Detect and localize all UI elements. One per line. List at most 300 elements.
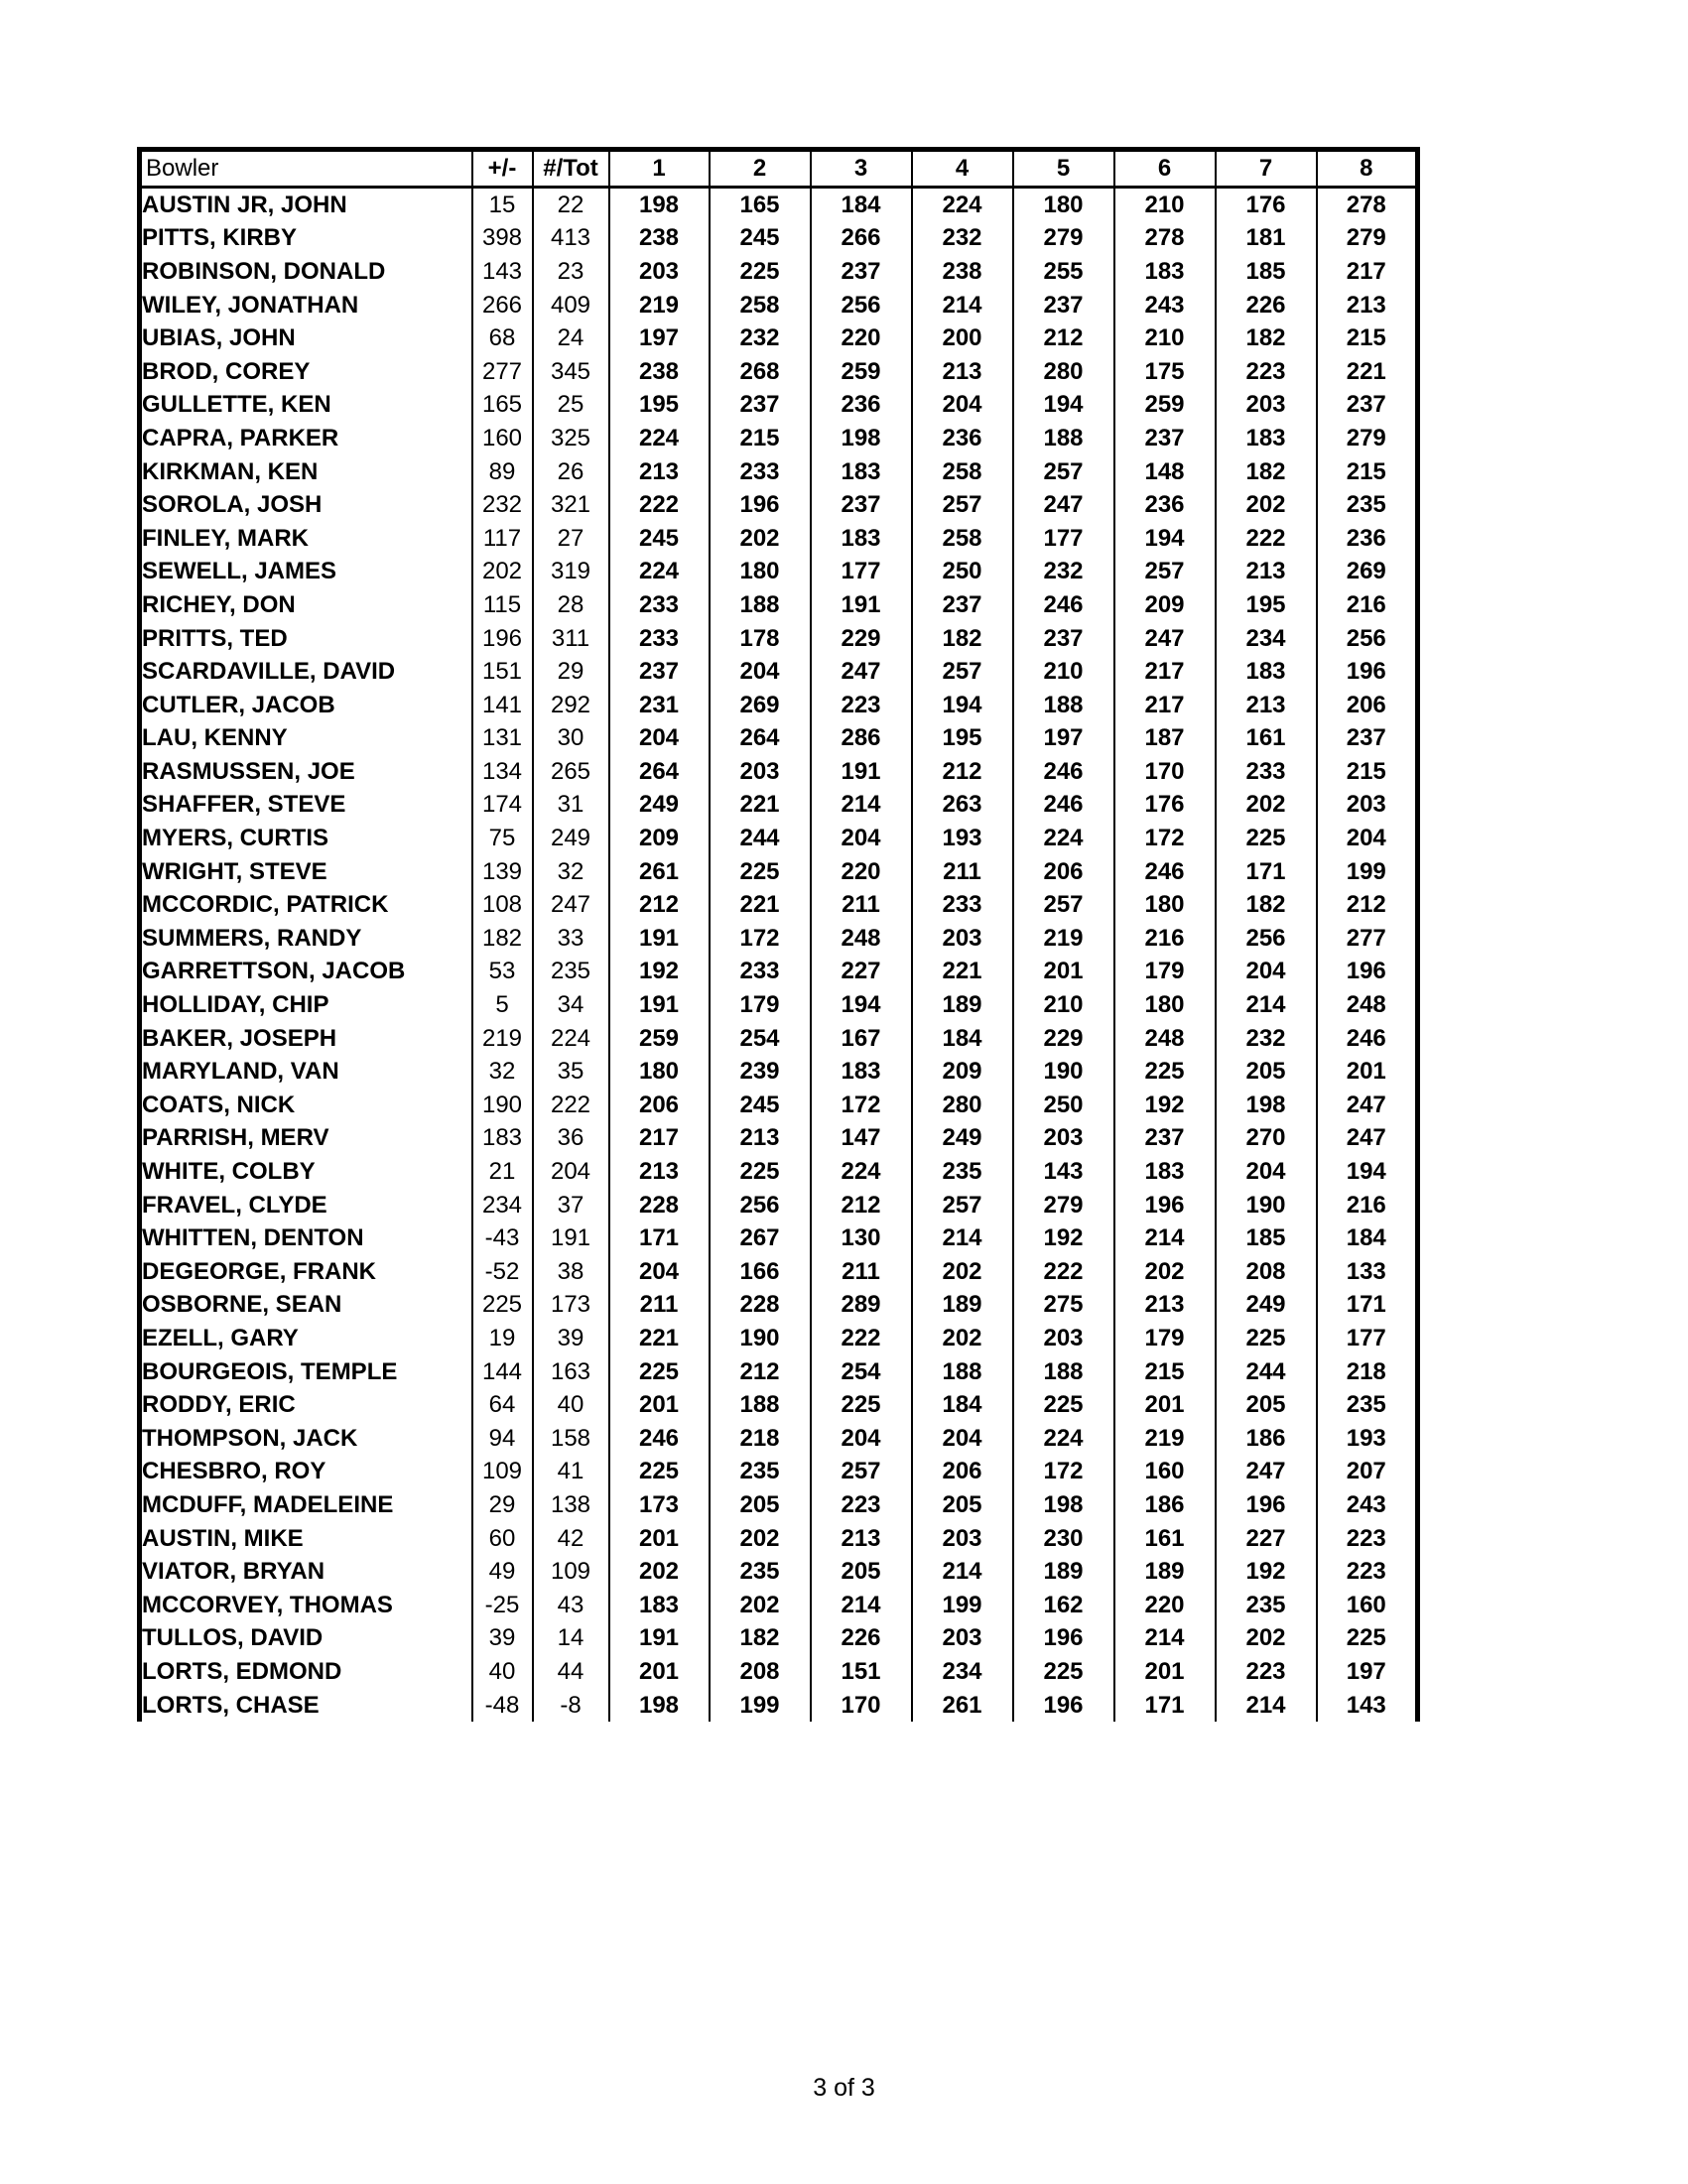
table-row <box>140 1355 1418 1389</box>
game-score-cell: 195 <box>912 722 1013 756</box>
table-row <box>140 1155 1418 1189</box>
plus-minus-cell: -48 <box>472 1689 533 1723</box>
game-score-cell: 220 <box>811 321 912 355</box>
game-score-cell: 182 <box>710 1622 811 1656</box>
number-total-cell: 222 <box>533 1089 609 1122</box>
game-score-cell: 231 <box>609 689 710 722</box>
plus-minus-cell: 40 <box>472 1655 533 1689</box>
game-score-cell: 279 <box>1317 222 1418 256</box>
game-score-cell: 224 <box>811 1155 912 1189</box>
bowler-score-table <box>137 147 1420 1722</box>
game-score-cell: 184 <box>912 1022 1013 1056</box>
game-score-cell: 191 <box>609 1622 710 1656</box>
bowler-name-cell: MCCORDIC, PATRICK <box>142 891 389 919</box>
game-score-cell: 179 <box>1114 956 1216 989</box>
game-score-cell: 270 <box>1216 1122 1317 1156</box>
bowler-name-cell: KIRKMAN, KEN <box>142 457 319 485</box>
game-score-cell: 196 <box>710 488 811 522</box>
game-score-cell: 279 <box>1013 1189 1114 1222</box>
plus-minus-cell: 29 <box>472 1488 533 1522</box>
game-score-cell: 171 <box>1216 855 1317 889</box>
plus-minus-cell: 75 <box>472 822 533 855</box>
plus-minus-cell: 165 <box>472 389 533 423</box>
game-score-cell: 224 <box>1013 822 1114 855</box>
game-score-cell: 177 <box>1317 1322 1418 1355</box>
game-score-cell: 216 <box>1317 588 1418 622</box>
game-score-cell: 214 <box>811 1589 912 1622</box>
game-score-cell: 233 <box>710 956 811 989</box>
table-row <box>140 389 1418 423</box>
game-score-cell: 194 <box>811 988 912 1022</box>
number-total-cell: 319 <box>533 556 609 589</box>
game-score-cell: 222 <box>1216 522 1317 556</box>
bowler-name-cell: BAKER, JOSEPH <box>142 1024 337 1052</box>
table-row <box>140 488 1418 522</box>
game-score-cell: 180 <box>609 1055 710 1089</box>
game-score-cell: 201 <box>1114 1388 1216 1422</box>
table-row <box>140 1022 1418 1056</box>
number-total-cell: 24 <box>533 321 609 355</box>
game-score-cell: 198 <box>609 1689 710 1723</box>
game-score-cell: 215 <box>710 422 811 455</box>
game-score-cell: 196 <box>1114 1189 1216 1222</box>
header-game-5: 5 <box>1013 150 1114 188</box>
game-score-cell: 238 <box>609 222 710 256</box>
game-score-cell: 225 <box>1216 822 1317 855</box>
game-score-cell: 217 <box>609 1122 710 1156</box>
game-score-cell: 206 <box>1317 689 1418 722</box>
header-game-8: 8 <box>1317 150 1418 188</box>
game-score-cell: 188 <box>710 588 811 622</box>
game-score-cell: 214 <box>811 789 912 823</box>
bowler-name-cell: PRITTS, TED <box>142 624 288 652</box>
plus-minus-cell: 232 <box>472 488 533 522</box>
game-score-cell: 235 <box>1317 488 1418 522</box>
game-score-cell: 226 <box>811 1622 912 1656</box>
game-score-cell: 177 <box>1013 522 1114 556</box>
header-game-7: 7 <box>1216 150 1317 188</box>
game-score-cell: 245 <box>710 1089 811 1122</box>
game-score-cell: 201 <box>609 1388 710 1422</box>
game-score-cell: 184 <box>811 188 912 222</box>
game-score-cell: 176 <box>1114 789 1216 823</box>
number-total-cell: 26 <box>533 455 609 489</box>
number-total-cell: 36 <box>533 1122 609 1156</box>
plus-minus-cell: 53 <box>472 956 533 989</box>
game-score-cell: 196 <box>1317 956 1418 989</box>
game-score-cell: 211 <box>811 1255 912 1289</box>
plus-minus-cell: 109 <box>472 1456 533 1489</box>
game-score-cell: 255 <box>1013 255 1114 289</box>
game-score-cell: 225 <box>811 1388 912 1422</box>
game-score-cell: 212 <box>1013 321 1114 355</box>
bowler-name-cell: RASMUSSEN, JOE <box>142 757 355 785</box>
game-score-cell: 203 <box>609 255 710 289</box>
game-score-cell: 188 <box>1013 689 1114 722</box>
bowler-name-cell: HOLLIDAY, CHIP <box>142 991 329 1019</box>
game-score-cell: 209 <box>609 822 710 855</box>
game-score-cell: 236 <box>1114 488 1216 522</box>
game-score-cell: 143 <box>1317 1689 1418 1723</box>
table-row <box>140 1322 1418 1355</box>
game-score-cell: 196 <box>1013 1689 1114 1723</box>
game-score-cell: 216 <box>1317 1189 1418 1222</box>
game-score-cell: 257 <box>1013 455 1114 489</box>
game-score-cell: 206 <box>1013 855 1114 889</box>
game-score-cell: 198 <box>1013 1488 1114 1522</box>
game-score-cell: 210 <box>1013 655 1114 689</box>
game-score-cell: 235 <box>1216 1589 1317 1622</box>
bowler-name-cell: LORTS, EDMOND <box>142 1657 342 1685</box>
plus-minus-cell: 182 <box>472 922 533 956</box>
game-score-cell: 250 <box>1013 1089 1114 1122</box>
number-total-cell: -8 <box>533 1689 609 1723</box>
game-score-cell: 244 <box>710 822 811 855</box>
game-score-cell: 201 <box>1013 956 1114 989</box>
game-score-cell: 256 <box>1216 922 1317 956</box>
plus-minus-cell: 174 <box>472 789 533 823</box>
game-score-cell: 162 <box>1013 1589 1114 1622</box>
bowler-name-cell: CHESBRO, ROY <box>142 1458 326 1485</box>
game-score-cell: 215 <box>1317 321 1418 355</box>
plus-minus-cell: -52 <box>472 1255 533 1289</box>
game-score-cell: 176 <box>1216 188 1317 222</box>
game-score-cell: 237 <box>811 255 912 289</box>
game-score-cell: 256 <box>1317 622 1418 656</box>
table-row <box>140 1189 1418 1222</box>
plus-minus-cell: 141 <box>472 689 533 722</box>
table-row <box>140 1555 1418 1589</box>
plus-minus-cell: 60 <box>472 1522 533 1556</box>
game-score-cell: 171 <box>1114 1689 1216 1723</box>
game-score-cell: 258 <box>912 522 1013 556</box>
number-total-cell: 345 <box>533 355 609 389</box>
game-score-cell: 289 <box>811 1289 912 1323</box>
game-score-cell: 212 <box>609 888 710 922</box>
game-score-cell: 170 <box>1114 755 1216 789</box>
table-row <box>140 1488 1418 1522</box>
bowler-name-cell: AUSTIN, MIKE <box>142 1524 304 1552</box>
game-score-cell: 202 <box>912 1255 1013 1289</box>
number-total-cell: 224 <box>533 1022 609 1056</box>
game-score-cell: 236 <box>912 422 1013 455</box>
header-game-1: 1 <box>609 150 710 188</box>
game-score-cell: 193 <box>912 822 1013 855</box>
game-score-cell: 215 <box>1317 755 1418 789</box>
plus-minus-cell: 202 <box>472 556 533 589</box>
game-score-cell: 247 <box>1013 488 1114 522</box>
table-body <box>140 188 1418 1723</box>
game-score-cell: 263 <box>912 789 1013 823</box>
game-score-cell: 204 <box>609 1255 710 1289</box>
game-score-cell: 190 <box>1013 1055 1114 1089</box>
game-score-cell: 170 <box>811 1689 912 1723</box>
game-score-cell: 223 <box>1216 1655 1317 1689</box>
number-total-cell: 235 <box>533 956 609 989</box>
plus-minus-cell: 5 <box>472 988 533 1022</box>
table-row <box>140 1055 1418 1089</box>
game-score-cell: 183 <box>1114 255 1216 289</box>
game-score-cell: 151 <box>811 1655 912 1689</box>
table-row <box>140 1522 1418 1556</box>
game-score-cell: 199 <box>912 1589 1013 1622</box>
game-score-cell: 188 <box>710 1388 811 1422</box>
game-score-cell: 237 <box>1114 422 1216 455</box>
table-row <box>140 1589 1418 1622</box>
number-total-cell: 109 <box>533 1555 609 1589</box>
game-score-cell: 183 <box>811 455 912 489</box>
game-score-cell: 198 <box>609 188 710 222</box>
number-total-cell: 25 <box>533 389 609 423</box>
game-score-cell: 213 <box>609 455 710 489</box>
game-score-cell: 230 <box>1013 1522 1114 1556</box>
game-score-cell: 286 <box>811 722 912 756</box>
game-score-cell: 171 <box>1317 1289 1418 1323</box>
bowler-name-cell: MCCORVEY, THOMAS <box>142 1591 393 1618</box>
header-plus-minus: +/- <box>472 150 533 188</box>
game-score-cell: 279 <box>1317 422 1418 455</box>
game-score-cell: 211 <box>811 888 912 922</box>
game-score-cell: 258 <box>912 455 1013 489</box>
bowler-name-cell: DEGEORGE, FRANK <box>142 1257 377 1285</box>
game-score-cell: 234 <box>1216 622 1317 656</box>
table-row <box>140 888 1418 922</box>
game-score-cell: 246 <box>1013 789 1114 823</box>
plus-minus-cell: 19 <box>472 1322 533 1355</box>
game-score-cell: 212 <box>811 1189 912 1222</box>
game-score-cell: 214 <box>912 1221 1013 1255</box>
bowler-name-cell: ROBINSON, DONALD <box>142 257 386 285</box>
number-total-cell: 311 <box>533 622 609 656</box>
bowler-name-cell: BOURGEOIS, TEMPLE <box>142 1357 398 1385</box>
game-score-cell: 203 <box>912 1522 1013 1556</box>
game-score-cell: 204 <box>609 722 710 756</box>
number-total-cell: 28 <box>533 588 609 622</box>
game-score-cell: 212 <box>1317 888 1418 922</box>
game-score-cell: 232 <box>1216 1022 1317 1056</box>
plus-minus-cell: 49 <box>472 1555 533 1589</box>
game-score-cell: 188 <box>912 1355 1013 1389</box>
game-score-cell: 204 <box>912 1422 1013 1456</box>
game-score-cell: 205 <box>1216 1388 1317 1422</box>
game-score-cell: 247 <box>1216 1456 1317 1489</box>
game-score-cell: 210 <box>1114 188 1216 222</box>
bowler-name-cell: FINLEY, MARK <box>142 524 309 552</box>
game-score-cell: 225 <box>1216 1322 1317 1355</box>
game-score-cell: 178 <box>710 622 811 656</box>
game-score-cell: 177 <box>811 556 912 589</box>
game-score-cell: 224 <box>609 556 710 589</box>
game-score-cell: 237 <box>1013 622 1114 656</box>
game-score-cell: 172 <box>710 922 811 956</box>
game-score-cell: 254 <box>710 1022 811 1056</box>
number-total-cell: 173 <box>533 1289 609 1323</box>
game-score-cell: 204 <box>912 389 1013 423</box>
number-total-cell: 247 <box>533 888 609 922</box>
game-score-cell: 187 <box>1114 722 1216 756</box>
game-score-cell: 207 <box>1317 1456 1418 1489</box>
number-total-cell: 33 <box>533 922 609 956</box>
game-score-cell: 280 <box>912 1089 1013 1122</box>
table-row <box>140 822 1418 855</box>
game-score-cell: 249 <box>912 1122 1013 1156</box>
game-score-cell: 180 <box>1114 888 1216 922</box>
game-score-cell: 203 <box>710 755 811 789</box>
plus-minus-cell: 94 <box>472 1422 533 1456</box>
game-score-cell: 246 <box>609 1422 710 1456</box>
game-score-cell: 191 <box>811 588 912 622</box>
game-score-cell: 165 <box>710 188 811 222</box>
game-score-cell: 232 <box>912 222 1013 256</box>
game-score-cell: 183 <box>609 1589 710 1622</box>
game-score-cell: 221 <box>912 956 1013 989</box>
game-score-cell: 227 <box>1216 1522 1317 1556</box>
plus-minus-cell: 219 <box>472 1022 533 1056</box>
table-row <box>140 1255 1418 1289</box>
game-score-cell: 196 <box>1317 655 1418 689</box>
game-score-cell: 217 <box>1114 689 1216 722</box>
game-score-cell: 219 <box>1114 1422 1216 1456</box>
number-total-cell: 413 <box>533 222 609 256</box>
game-score-cell: 201 <box>609 1655 710 1689</box>
game-score-cell: 257 <box>1013 888 1114 922</box>
game-score-cell: 249 <box>609 789 710 823</box>
plus-minus-cell: 183 <box>472 1122 533 1156</box>
game-score-cell: 211 <box>609 1289 710 1323</box>
game-score-cell: 206 <box>609 1089 710 1122</box>
plus-minus-cell: 196 <box>472 622 533 656</box>
game-score-cell: 172 <box>1013 1456 1114 1489</box>
game-score-cell: 195 <box>609 389 710 423</box>
game-score-cell: 208 <box>710 1655 811 1689</box>
number-total-cell: 265 <box>533 755 609 789</box>
number-total-cell: 321 <box>533 488 609 522</box>
game-score-cell: 229 <box>811 622 912 656</box>
game-score-cell: 225 <box>710 255 811 289</box>
number-total-cell: 138 <box>533 1488 609 1522</box>
number-total-cell: 32 <box>533 855 609 889</box>
number-total-cell: 35 <box>533 1055 609 1089</box>
game-score-cell: 193 <box>1317 1422 1418 1456</box>
bowler-name-cell: EZELL, GARY <box>142 1324 299 1351</box>
game-score-cell: 237 <box>1114 1122 1216 1156</box>
game-score-cell: 203 <box>912 1622 1013 1656</box>
header-game-6: 6 <box>1114 150 1216 188</box>
game-score-cell: 254 <box>811 1355 912 1389</box>
game-score-cell: 225 <box>1317 1622 1418 1656</box>
game-score-cell: 179 <box>710 988 811 1022</box>
game-score-cell: 205 <box>912 1488 1013 1522</box>
game-score-cell: 197 <box>609 321 710 355</box>
game-score-cell: 203 <box>1013 1122 1114 1156</box>
game-score-cell: 259 <box>609 1022 710 1056</box>
number-total-cell: 44 <box>533 1655 609 1689</box>
game-score-cell: 172 <box>1114 822 1216 855</box>
game-score-cell: 213 <box>1216 689 1317 722</box>
number-total-cell: 14 <box>533 1622 609 1656</box>
game-score-cell: 235 <box>1317 1388 1418 1422</box>
table-row <box>140 455 1418 489</box>
plus-minus-cell: 143 <box>472 255 533 289</box>
game-score-cell: 191 <box>609 922 710 956</box>
table-header <box>140 150 1418 188</box>
game-score-cell: 261 <box>609 855 710 889</box>
game-score-cell: 147 <box>811 1122 912 1156</box>
game-score-cell: 189 <box>1013 1555 1114 1589</box>
plus-minus-cell: 64 <box>472 1388 533 1422</box>
plus-minus-cell: 266 <box>472 289 533 322</box>
plus-minus-cell: 89 <box>472 455 533 489</box>
game-score-cell: 275 <box>1013 1289 1114 1323</box>
game-score-cell: 233 <box>710 455 811 489</box>
game-score-cell: 278 <box>1114 222 1216 256</box>
game-score-cell: 202 <box>710 1522 811 1556</box>
game-score-cell: 213 <box>609 1155 710 1189</box>
bowler-name-cell: FRAVEL, CLYDE <box>142 1191 327 1219</box>
game-score-cell: 194 <box>1317 1155 1418 1189</box>
game-score-cell: 199 <box>710 1689 811 1723</box>
game-score-cell: 222 <box>609 488 710 522</box>
game-score-cell: 183 <box>1114 1155 1216 1189</box>
game-score-cell: 194 <box>1013 389 1114 423</box>
game-score-cell: 223 <box>1317 1522 1418 1556</box>
game-score-cell: 221 <box>1317 355 1418 389</box>
table-row <box>140 522 1418 556</box>
game-score-cell: 217 <box>1114 655 1216 689</box>
game-score-cell: 209 <box>1114 588 1216 622</box>
table-row <box>140 922 1418 956</box>
game-score-cell: 237 <box>1317 722 1418 756</box>
number-total-cell: 163 <box>533 1355 609 1389</box>
game-score-cell: 194 <box>912 689 1013 722</box>
game-score-cell: 264 <box>609 755 710 789</box>
plus-minus-cell: 144 <box>472 1355 533 1389</box>
game-score-cell: 232 <box>710 321 811 355</box>
game-score-cell: 189 <box>912 988 1013 1022</box>
table-row <box>140 855 1418 889</box>
number-total-cell: 22 <box>533 188 609 222</box>
game-score-cell: 203 <box>1216 389 1317 423</box>
game-score-cell: 188 <box>1013 422 1114 455</box>
game-score-cell: 236 <box>811 389 912 423</box>
game-score-cell: 189 <box>912 1289 1013 1323</box>
game-score-cell: 214 <box>1216 1689 1317 1723</box>
game-score-cell: 213 <box>710 1122 811 1156</box>
game-score-cell: 211 <box>912 855 1013 889</box>
game-score-cell: 247 <box>1317 1089 1418 1122</box>
game-score-cell: 212 <box>912 755 1013 789</box>
game-score-cell: 239 <box>710 1055 811 1089</box>
game-score-cell: 225 <box>1013 1388 1114 1422</box>
number-total-cell: 43 <box>533 1589 609 1622</box>
game-score-cell: 202 <box>1114 1255 1216 1289</box>
game-score-cell: 190 <box>710 1322 811 1355</box>
game-score-cell: 130 <box>811 1221 912 1255</box>
game-score-cell: 190 <box>1216 1189 1317 1222</box>
game-score-cell: 220 <box>811 855 912 889</box>
number-total-cell: 191 <box>533 1221 609 1255</box>
game-score-cell: 237 <box>609 655 710 689</box>
table-row <box>140 622 1418 656</box>
game-score-cell: 214 <box>912 289 1013 322</box>
game-score-cell: 203 <box>1317 789 1418 823</box>
game-score-cell: 206 <box>912 1456 1013 1489</box>
bowler-name-cell: PARRISH, MERV <box>142 1124 329 1152</box>
game-score-cell: 209 <box>912 1055 1013 1089</box>
game-score-cell: 222 <box>1013 1255 1114 1289</box>
bowler-name-cell: RICHEY, DON <box>142 590 296 618</box>
bowler-name-cell: VIATOR, BRYAN <box>142 1558 325 1586</box>
